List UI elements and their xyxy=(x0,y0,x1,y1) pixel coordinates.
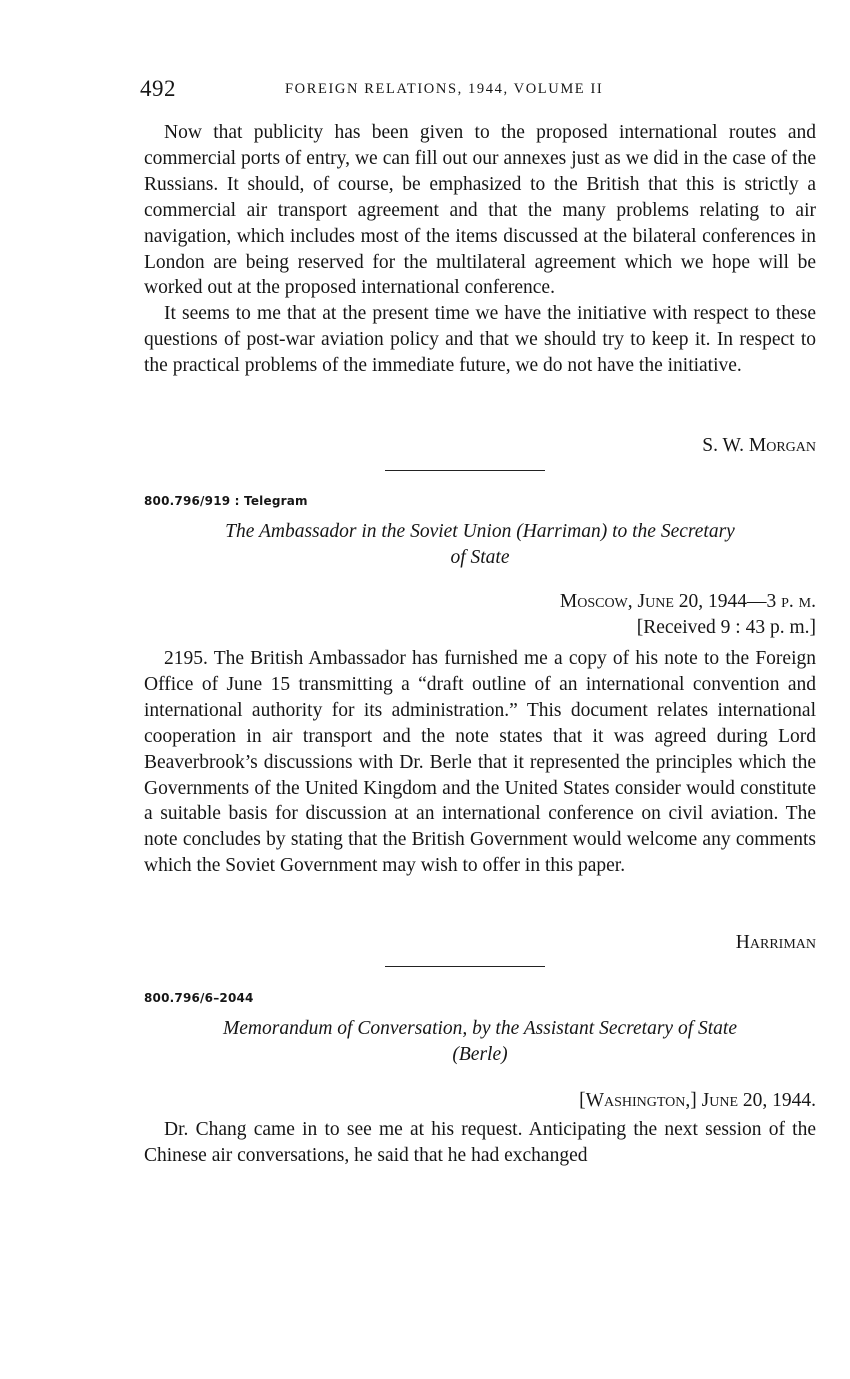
section1-body xyxy=(144,120,816,379)
memorandum-body xyxy=(144,1117,816,1169)
document-title xyxy=(144,519,816,571)
page-number: 492 xyxy=(140,76,176,101)
dateline: [Washington,] June 20, 1944. xyxy=(579,1090,816,1111)
file-reference: 800.796/919 : Telegram xyxy=(144,494,308,508)
dateline xyxy=(560,589,816,641)
section-divider xyxy=(385,966,545,967)
signature-morgan: S. W. Morgan xyxy=(702,435,816,456)
file-reference: 800.796/6–2044 xyxy=(144,991,254,1005)
document-title xyxy=(144,1016,816,1068)
telegram-body xyxy=(144,646,816,879)
memorandum-paragraph: Dr. Chang came in to see me at his request. Anticipating the next session of the Chinese air conversations, he said that he had exchanged xyxy=(144,1119,816,1166)
dateline-place-date: Moscow, June 20, 1944—3 p. m. xyxy=(559,591,816,612)
document-title-line-2: of State xyxy=(450,547,510,568)
document-title-line-1: The Ambassador in the Soviet Union (Harriman) to the Secretary xyxy=(225,521,735,542)
section1-paragraph-1: Now that publicity has been given to the proposed international routes and commercial ports of entry, we can fill out our annexes just as we did in the case of the Russians. It should, of course, be emphasized to the British that this is strictly a commercial air transport agreement and that the many problems relating to air navigation, which includes most of the items discussed at the bilateral conferences in London are being reserved for the multilateral agreement which we hope will be worked out at the proposed international conference. xyxy=(144,122,816,299)
document-title-line-1: Memorandum of Conversation, by the Assistant Secretary of State xyxy=(223,1018,737,1039)
section1-paragraph-2: It seems to me that at the present time we have the initiative with respect to these questions of post-war aviation policy and that we should try to keep it. In respect to the practical problems of the immediate future, we do not have the initiative. xyxy=(144,303,816,377)
running-head xyxy=(140,76,820,104)
document-title-line-2: (Berle) xyxy=(452,1044,508,1065)
signature-harriman: Harriman xyxy=(735,932,816,953)
running-head-title: FOREIGN RELATIONS, 1944, VOLUME II xyxy=(285,81,604,97)
telegram-paragraph: 2195. The British Ambassador has furnished me a copy of his note to the Foreign Office of June 15 transmitting a “draft outline of an international convention and international authority for its administration.” This document relates international cooperation in air transport and the note states that it was agreed during Lord Beaverbrook’s discussions with Dr. Berle that it represented the principles which the Governments of the United Kingdom and the United States consider would constitute a suitable basis for discussion at an international conference on civil aviation. The note concludes by stating that the British Government would welcome any comments which the Soviet Government may wish to offer in this paper. xyxy=(144,648,816,877)
section-divider xyxy=(385,470,545,471)
received-time: [Received 9 : 43 p. m.] xyxy=(636,617,816,638)
